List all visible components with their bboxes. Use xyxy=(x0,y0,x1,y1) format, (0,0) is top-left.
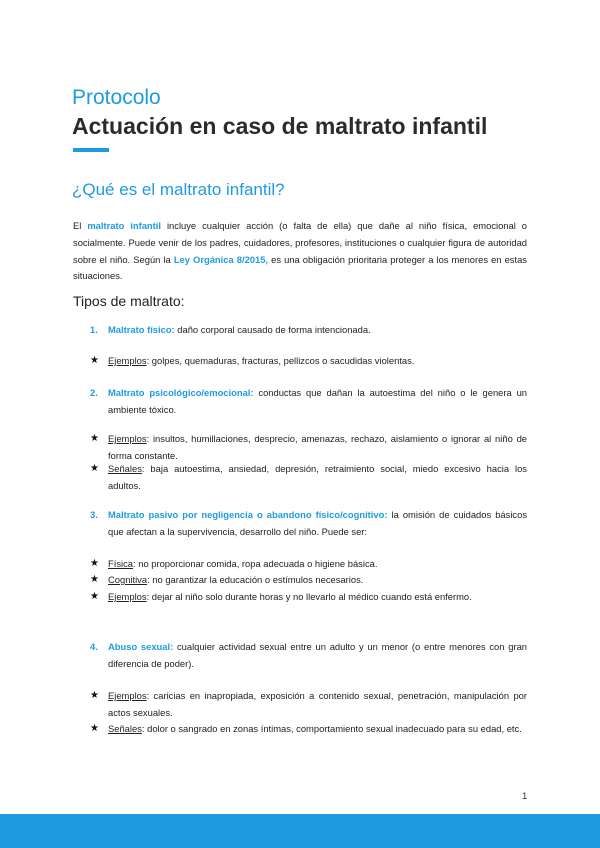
bullet-item xyxy=(108,688,527,722)
bullet-text: : no proporcionar comida, ropa adecuada o higiene básica. xyxy=(133,558,378,569)
intro-text-1: El xyxy=(73,220,88,231)
type-item xyxy=(108,322,527,339)
bullet-label: Ejemplos xyxy=(108,433,147,444)
bullet-item xyxy=(108,556,527,573)
bullet-text: : baja autoestima, ansiedad, depresión, retraimiento social, miedo excesivo hacia los adultos. xyxy=(108,463,527,491)
bullet-label: Ejemplos xyxy=(108,591,147,602)
bullet-item xyxy=(108,353,527,370)
type-number: 2. xyxy=(90,387,98,398)
bullet-text: : dejar al niño solo durante horas y no llevarlo al médico cuando está enfermo. xyxy=(146,591,472,602)
type-number: 1. xyxy=(90,324,98,335)
type-item xyxy=(108,507,527,541)
bullet-label: Ejemplos xyxy=(108,355,147,366)
doc-title: Actuación en caso de maltrato infantil xyxy=(72,113,488,139)
intro-text-3: es una obligación prioritaria proteger a los menores en estas situaciones. xyxy=(73,253,527,282)
type-name: Maltrato físico: xyxy=(108,324,175,335)
type-name: Abuso sexual: xyxy=(108,641,174,652)
bullet-text: : dolor o sangrado en zonas íntimas, comportamiento sexual inadecuado para su edad, etc. xyxy=(141,723,522,734)
doc-subtitle: Protocolo xyxy=(72,86,161,109)
type-desc: cualquier actividad sexual entre un adulto y un menor (o entre menores con gran diferencia de poder). xyxy=(108,641,528,669)
bullet-label: Señales xyxy=(108,463,142,474)
title-accent-rule xyxy=(73,148,109,152)
bullet-text: : caricias en inapropiada, exposición a contenido sexual, penetración, manipulación por actos sexuales. xyxy=(108,690,527,718)
bullet-item xyxy=(108,721,527,738)
star-icon: ★ xyxy=(90,574,99,585)
star-icon: ★ xyxy=(90,591,99,602)
type-number: 4. xyxy=(90,641,98,652)
intro-text-2: incluye cualquier acción (o falta de ella) que dañe al niño física, emocional o socialmente. Puede venir de los padres, cuidadores, profesores, instituciones o cualquier figura de autoridad sobre el niño. Según la xyxy=(73,220,527,265)
bullet-item xyxy=(108,431,527,465)
page-number: 1 xyxy=(522,791,528,802)
bullet-label: Señales xyxy=(108,723,142,734)
bullet-text: : golpes, quemaduras, fracturas, pellizcos o sacudidas violentas. xyxy=(146,355,415,366)
footer-bar xyxy=(0,814,600,848)
bullet-label: Física xyxy=(108,558,134,569)
intro-paragraph xyxy=(73,218,527,285)
star-icon: ★ xyxy=(90,355,99,366)
star-icon: ★ xyxy=(90,463,99,474)
star-icon: ★ xyxy=(90,723,99,734)
star-icon: ★ xyxy=(90,433,99,444)
intro-term: maltrato infantil xyxy=(87,220,161,231)
type-desc: daño corporal causado de forma intencionada. xyxy=(174,324,371,335)
star-icon: ★ xyxy=(90,690,99,701)
type-number: 3. xyxy=(90,509,98,520)
bullet-label: Ejemplos xyxy=(108,690,147,701)
bullet-text: : no garantizar la educación o estímulos necesarios. xyxy=(147,574,364,585)
star-icon: ★ xyxy=(90,558,99,569)
bullet-label: Cognitiva xyxy=(108,574,148,585)
types-heading: Tipos de maltrato: xyxy=(73,293,185,309)
type-item xyxy=(108,639,527,673)
type-item xyxy=(108,385,527,419)
bullet-item xyxy=(108,461,527,495)
type-desc: la omisión de cuidados básicos que afectan a la supervivencia, desarrollo del niño. Puede ser: xyxy=(108,509,528,537)
bullet-item xyxy=(108,589,527,606)
type-name: Maltrato psicológico/emocional: xyxy=(108,387,254,398)
bullet-item xyxy=(108,572,527,589)
bullet-text: : insultos, humillaciones, desprecio, amenazas, rechazo, aislamiento o ignorar al niño de forma constante. xyxy=(108,433,527,461)
type-desc: conductas que dañan la autoestima del niño o le genera un ambiente tóxico. xyxy=(108,387,528,415)
type-name: Maltrato pasivo por negligencia o abandono físico/cognitivo: xyxy=(108,509,388,520)
section-heading: ¿Qué es el maltrato infantil? xyxy=(72,180,285,199)
law-reference: Ley Orgánica 8/2015, xyxy=(173,253,269,265)
